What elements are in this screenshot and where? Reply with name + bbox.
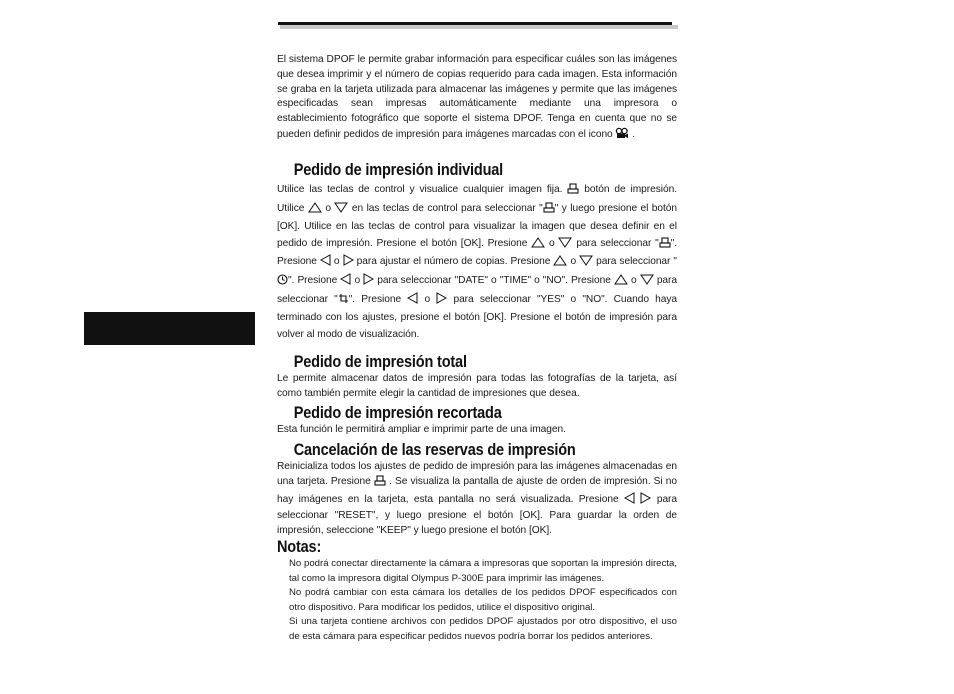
total-paragraph: Le permite almacenar datos de impresión para todas las fotografías de la tarjeta, así como también permite elegir la cantidad de impresiones que desea. xyxy=(277,373,677,399)
up-arrow-icon xyxy=(553,255,567,273)
section-title-recortada: Pedido de impresión recortada xyxy=(293,404,502,422)
section-title-total: Pedido de impresión total xyxy=(293,353,467,371)
individual-text: para seleccionar "DATE" o "TIME" o "NO". Presione xyxy=(377,274,611,286)
intro-text-end: . xyxy=(632,128,636,140)
individual-text: para seleccionar "YES" o "NO". Cuando haya terminado con los ajustes, presione el botón [OK]. Presione el botón de impresión para volver al modo de visualización. xyxy=(277,293,678,340)
trim-icon xyxy=(338,293,349,311)
right-arrow-icon xyxy=(640,492,651,510)
individual-text: o xyxy=(333,256,340,268)
print-icon xyxy=(659,237,671,255)
individual-text: ". Presione xyxy=(348,293,402,305)
individual-text: para seleccionar " xyxy=(596,256,677,268)
section-title-individual: Pedido de impresión individual xyxy=(293,161,504,179)
notes-block xyxy=(277,537,677,645)
note-item: No podrá cambiar con esta cámara los detalles de los pedidos DPOF especificados con otro dispositivo. Para modificar los pedidos, utilice el dispositivo original. xyxy=(289,587,677,613)
left-arrow-icon xyxy=(340,273,351,292)
individual-paragraph xyxy=(277,182,677,343)
individual-text: ". Presione xyxy=(277,237,678,268)
down-arrow-icon xyxy=(640,274,654,292)
section-total xyxy=(277,352,677,402)
individual-text: o xyxy=(354,274,361,286)
section-recortada xyxy=(277,403,677,438)
individual-text: Utilice las teclas de control y visualice cualquier imagen fija. xyxy=(277,184,563,195)
down-arrow-icon xyxy=(558,237,572,255)
right-arrow-icon xyxy=(436,292,447,311)
individual-text: para seleccionar " xyxy=(576,237,659,249)
down-arrow-icon xyxy=(334,202,348,220)
print-icon xyxy=(567,183,579,201)
recortada-paragraph: Esta función le permitirá ampliar e imprimir parte de una imagen. xyxy=(277,424,566,435)
intro-paragraph xyxy=(277,53,677,145)
print-icon xyxy=(543,202,555,220)
left-arrow-icon xyxy=(407,292,418,311)
note-item: Si una tarjeta contiene archivos con pedidos DPOF ajustados por otro dispositivo, el uso de esta cámara para especificar pedidos nuevos podría borrar los pedidos anteriores. xyxy=(289,616,677,642)
left-arrow-icon xyxy=(320,254,331,273)
left-arrow-icon xyxy=(624,492,635,510)
movie-icon xyxy=(615,127,629,145)
cancelacion-text: para seleccionar "RESET", y luego presione el botón [OK]. Para guardar la orden de impresión, seleccione "KEEP" y luego presione el botón [OK]. xyxy=(277,493,678,537)
notes-list xyxy=(277,557,677,645)
up-arrow-icon xyxy=(531,237,545,255)
notes-title: Notas: xyxy=(277,538,322,556)
cancelacion-text: . Se visualiza la pantalla de ajuste de orden de impresión. Si no hay imágenes en la tarjeta, esta pantalla no será visualizada. Presione xyxy=(277,475,678,505)
cancelacion-paragraph xyxy=(277,460,677,539)
intro-text: El sistema DPOF le permite grabar información para especificar cuáles son las imágenes que desea imprimir y el número de copias requerido para cada imagen. Esta información se graba en la tarjeta utilizada para almacenar las imágenes y permite que las imágenes especificadas sean impresas automáticamente mediante una impresora o establecimiento fotográfico que soporte el sistema DPOF. Tenga en cuenta que no se pueden definir pedidos de impresión para imágenes marcadas con el icono xyxy=(277,54,677,140)
right-arrow-icon xyxy=(363,273,374,292)
individual-text: en las teclas de control para seleccionar " xyxy=(351,202,543,214)
individual-text: o xyxy=(424,293,431,305)
print-icon xyxy=(374,475,386,492)
section-individual xyxy=(277,160,677,343)
individual-text: o xyxy=(570,256,577,268)
clock-icon xyxy=(277,274,288,292)
header-rule-shadow xyxy=(280,25,678,29)
individual-text: o xyxy=(549,237,555,249)
individual-text: para ajustar el número de copias. Presione xyxy=(356,256,551,268)
up-arrow-icon xyxy=(614,274,628,292)
individual-text: o xyxy=(631,274,637,286)
note-item: No podrá conectar directamente la cámara a impresoras que soportan la impresión directa, tal como la impresora digital Olympus P-300E para imprimir las imágenes. xyxy=(289,558,677,584)
section-cancelacion xyxy=(277,440,677,539)
individual-text: " y luego presione el botón [OK]. Utilice en las teclas de control para visualizar la imagen que desea definir en el pedido de impresión. Presione el botón [OK]. Presione xyxy=(277,202,678,249)
individual-text: para seleccionar " xyxy=(277,274,678,305)
individual-text: ". Presione xyxy=(288,274,338,286)
individual-text: o xyxy=(325,202,331,214)
intro-block xyxy=(277,53,677,145)
section-title-cancelacion: Cancelación de las reservas de impresión xyxy=(293,441,576,459)
side-tab-bar xyxy=(84,312,255,345)
down-arrow-icon xyxy=(579,255,593,273)
individual-text: botón de impresión. Utilice xyxy=(277,184,678,214)
right-arrow-icon xyxy=(343,254,354,273)
cancelacion-text: Reinicializa todos los ajustes de pedido de impresión para las imágenes almacenadas en una tarjeta. Presione xyxy=(277,461,677,487)
up-arrow-icon xyxy=(308,202,322,220)
